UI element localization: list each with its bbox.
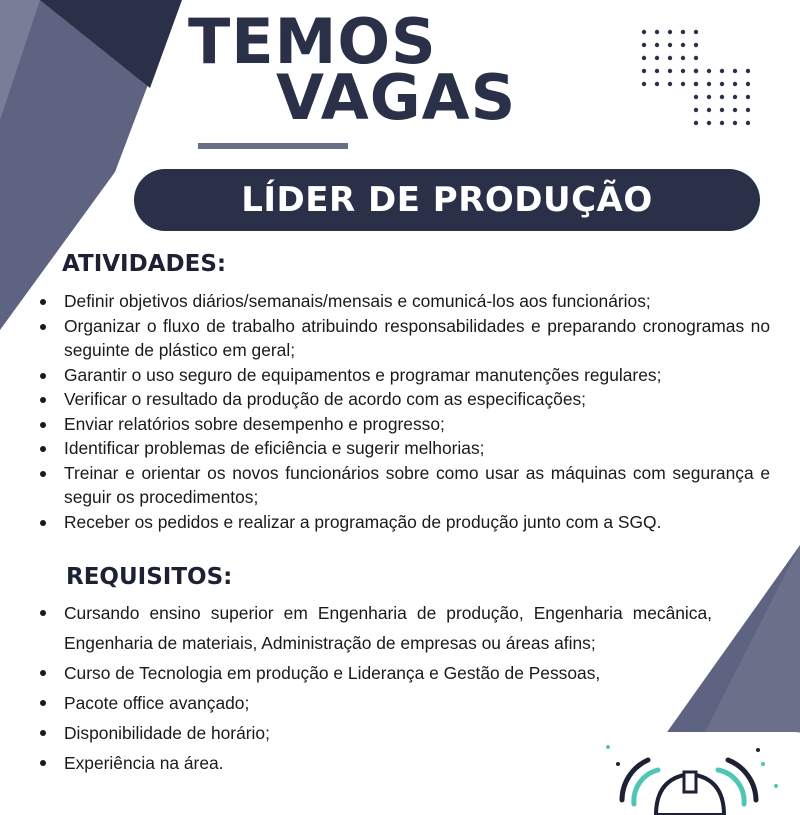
dot [681, 82, 685, 86]
dot [655, 82, 659, 86]
dot [733, 95, 737, 99]
atividades-list [36, 289, 770, 534]
dot-pattern [640, 28, 750, 136]
dot [707, 95, 711, 99]
dot [746, 121, 750, 125]
dot [642, 82, 646, 86]
dot [655, 43, 659, 47]
headline [188, 5, 517, 134]
dot [681, 30, 685, 34]
dot [707, 108, 711, 112]
headline-underline [198, 143, 348, 149]
dot [694, 69, 698, 73]
dot [668, 82, 672, 86]
dot [707, 82, 711, 86]
dot [707, 121, 711, 125]
dot [655, 69, 659, 73]
dot [655, 56, 659, 60]
dot [694, 30, 698, 34]
list-item: Identificar problemas de eficiência e sugerir melhorias; [36, 436, 770, 461]
dot [720, 95, 724, 99]
list-item: Definir objetivos diários/semanais/mensais e comunicá-los aos funcionários; [36, 289, 770, 314]
dot [720, 108, 724, 112]
list-item: Cursando ensino superior em Engenharia de produção, Engenharia mecânica, Engenharia de materiais, Administração de empresas ou áreas afins; [36, 598, 712, 658]
dot [642, 56, 646, 60]
list-item: Curso de Tecnologia em produção e Liderança e Gestão de Pessoas, [36, 658, 712, 688]
list-item: Disponibilidade de horário; [36, 718, 712, 748]
dot [733, 121, 737, 125]
dot [681, 43, 685, 47]
list-item: Enviar relatórios sobre desempenho e progresso; [36, 412, 770, 437]
dot [681, 56, 685, 60]
dot [668, 56, 672, 60]
dot [720, 69, 724, 73]
dot [746, 108, 750, 112]
list-item: Treinar e orientar os novos funcionários sobre como usar as máquinas com segurança e seguir os procedimentos; [36, 461, 770, 510]
dot [694, 82, 698, 86]
dot [733, 108, 737, 112]
headline-line-1: TEMOS [188, 5, 437, 78]
role-title: LÍDER DE PRODUÇÃO [241, 180, 653, 220]
dot [694, 95, 698, 99]
dot [707, 69, 711, 73]
dot [694, 121, 698, 125]
dot [746, 95, 750, 99]
dot [655, 30, 659, 34]
section-title-requisitos: REQUISITOS: [66, 564, 233, 590]
list-item: Verificar o resultado da produção de acordo com as especificações; [36, 387, 770, 412]
list-item: Experiência na área. [36, 748, 712, 778]
dot [668, 43, 672, 47]
dot [694, 56, 698, 60]
dot [746, 69, 750, 73]
headline-line-2: VAGAS [276, 61, 517, 134]
dot [668, 69, 672, 73]
dot [642, 69, 646, 73]
role-banner [134, 169, 760, 231]
dot [694, 43, 698, 47]
dot [733, 69, 737, 73]
list-item: Receber os pedidos e realizar a programação de produção junto com a SGQ. [36, 510, 770, 535]
list-item: Garantir o uso seguro de equipamentos e programar manutenções regulares; [36, 363, 770, 388]
dot [746, 82, 750, 86]
dot [694, 108, 698, 112]
list-item: Pacote office avançado; [36, 688, 712, 718]
dot [720, 82, 724, 86]
dot [642, 30, 646, 34]
dot [720, 121, 724, 125]
dot [668, 30, 672, 34]
dot [681, 69, 685, 73]
dot [733, 82, 737, 86]
section-title-atividades: ATIVIDADES: [62, 251, 227, 277]
list-item: Organizar o fluxo de trabalho atribuindo responsabilidades e preparando cronogramas no seguinte de plástico em geral; [36, 314, 770, 363]
hardhat-gear-icon [598, 742, 788, 815]
bg-triangle-bottom-right-inner [700, 545, 800, 760]
dot [642, 43, 646, 47]
